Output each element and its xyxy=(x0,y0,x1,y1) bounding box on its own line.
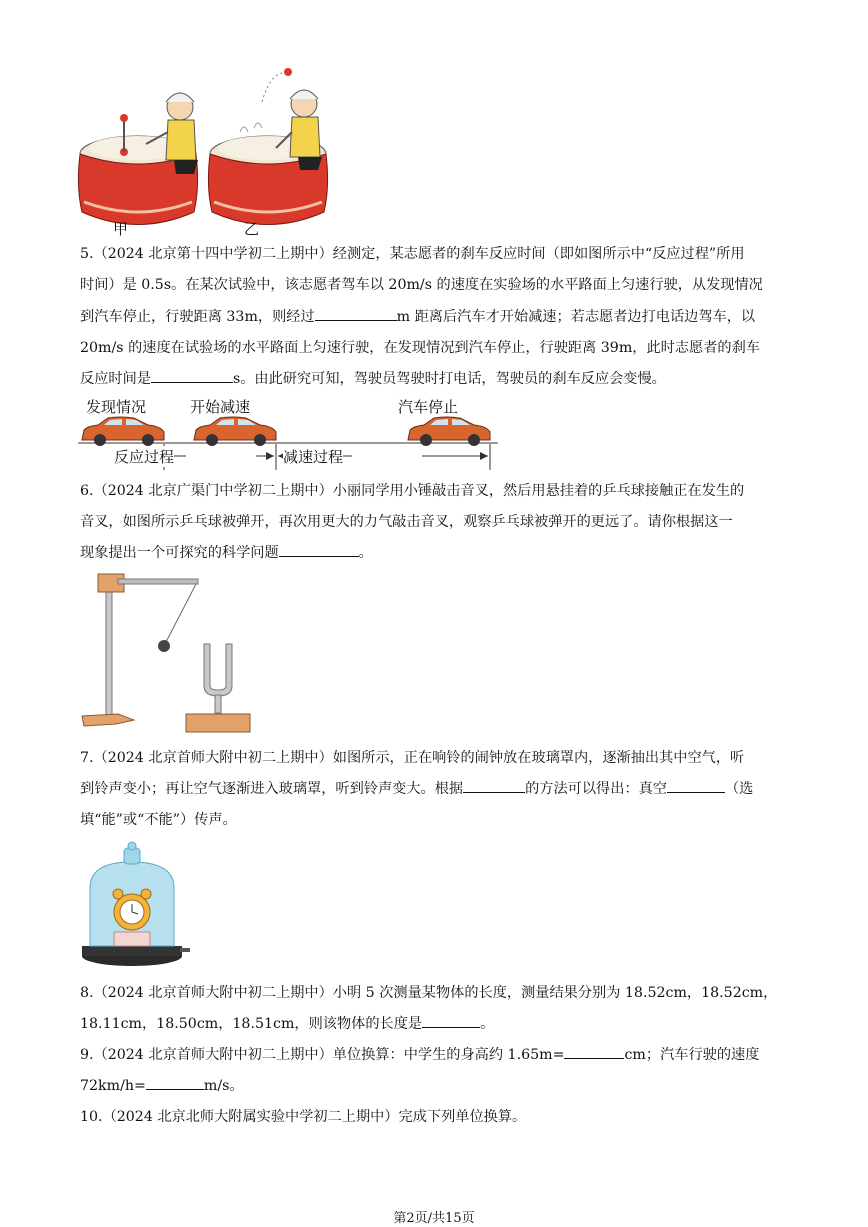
ping-pong-ball xyxy=(158,640,170,652)
page-number: 第2页/共15页 xyxy=(393,1211,475,1226)
q7-line-1: 7.（2024 北京首师大附中初二上期中）如图所示，正在响铃的闹钟放在玻璃罩内，逐渐抽出其中空气，听 xyxy=(80,750,745,766)
q7-line-2b: 的方法可以得出：真空 xyxy=(525,781,667,797)
car-icon xyxy=(194,417,276,446)
car-icon xyxy=(82,417,164,446)
car-icon xyxy=(408,417,490,446)
wood-base xyxy=(186,714,250,732)
drum-label-a: 甲 xyxy=(113,220,129,238)
drum-b xyxy=(208,68,327,225)
answer-blank-q9-ms[interactable] xyxy=(146,1073,204,1090)
q8-line-2b: 。 xyxy=(480,1016,495,1032)
q7-line-2c: （选 xyxy=(724,781,754,797)
drum-label-b: 乙 xyxy=(244,220,260,238)
q9-line-1a: 9.（2024 北京首师大附中初二上期中）单位换算：中学生的身高约 1.65m= xyxy=(80,1047,565,1063)
answer-blank-q8[interactable] xyxy=(422,1011,480,1028)
q7-line-3: 填“能”或“不能”）传声。 xyxy=(80,812,237,828)
q9-line-1b: cm；汽车行驶的速度 xyxy=(624,1047,760,1063)
answer-blank-q5-distance[interactable] xyxy=(315,304,397,321)
q6-line-3a: 现象提出一个可探究的科学问题 xyxy=(80,545,279,561)
q8-line-1: 8.（2024 北京首师大附中初二上期中）小明 5 次测量某物体的长度，测量结果分别为 18.52cm，18.52cm， xyxy=(80,985,778,1001)
q6-line-3 xyxy=(80,538,792,569)
q9-line-2b: m/s。 xyxy=(203,1078,244,1094)
q6-line-1: 6.（2024 北京广渠门中学初二上期中）小丽同学用小锤敲击音叉，然后用悬挂着的乒乓球接触正在发生的 xyxy=(80,483,745,499)
tuning-fork-figure xyxy=(78,568,258,738)
q5-line-5 xyxy=(80,364,792,395)
q5-line-3b: m 距离后汽车才开始减速；若志愿者边打电话边驾车，以 xyxy=(396,309,756,325)
q5-line-5a: 反应时间是 xyxy=(80,371,151,387)
car-label-discover: 发现情况 xyxy=(86,398,147,416)
q7-line-2a: 到铃声变小；再让空气逐渐进入玻璃罩，听到铃声变大。根据 xyxy=(80,781,464,797)
q8-line-2 xyxy=(80,1009,792,1040)
q5-line-2: 时间）是 0.5s。在某次试验中，该志愿者驾车以 20m/s 的速度在实验场的水平路面上匀速行驶，从发现情况 xyxy=(80,277,763,293)
car-label-stop: 汽车停止 xyxy=(398,398,459,416)
answer-blank-q7-vacuum[interactable] xyxy=(667,776,725,793)
answer-blank-q9-cm[interactable] xyxy=(564,1042,624,1059)
q8-line-2a: 18.11cm，18.50cm，18.51cm，则该物体的长度是 xyxy=(80,1016,423,1032)
q9-line-2 xyxy=(80,1071,792,1102)
car-label-reaction: 反应过程 xyxy=(114,448,175,466)
q5-line-1: 5.（2024 北京第十四中学初二上期中）经测定，某志愿者的刹车反应时间（即如图所示中“反应过程”所用 xyxy=(80,246,745,262)
bell-jar-figure xyxy=(80,840,192,970)
drum-figure xyxy=(76,62,336,240)
answer-blank-q7-method[interactable] xyxy=(463,776,525,793)
q6-line-3b: 。 xyxy=(358,545,373,561)
question-10: 10.（2024 北京北师大附属实验中学初二上期中）完成下列单位换算。 xyxy=(80,1109,527,1125)
q5-line-4: 20m/s 的速度在试验场的水平路面上匀速行驶，在发现情况到汽车停止，行驶距离 39m，此时志愿者的刹车 xyxy=(80,340,760,356)
q5-line-3 xyxy=(80,302,792,333)
car-label-brake: 减速过程 xyxy=(283,448,344,466)
answer-blank-q5-time[interactable] xyxy=(151,366,233,383)
q5-line-3a: 到汽车停止，行驶距离 33m，则经过 xyxy=(80,309,315,325)
q9-line-1 xyxy=(80,1040,792,1071)
q9-line-2a: 72km/h= xyxy=(80,1078,146,1094)
tuning-fork-icon xyxy=(204,644,232,696)
answer-blank-q6[interactable] xyxy=(279,540,359,557)
drum-a xyxy=(78,93,198,225)
q6-line-2: 音叉，如图所示乒乓球被弹开，再次用更大的力气敲击音叉，观察乒乓球被弹开的更远了。请你根据这一 xyxy=(80,514,733,530)
q5-line-5b: s。由此研究可知，驾驶员驾驶时打电话，驾驶员的刹车反应会变慢。 xyxy=(232,371,666,387)
car-label-start: 开始减速 xyxy=(190,398,251,416)
q7-line-2 xyxy=(80,774,792,805)
